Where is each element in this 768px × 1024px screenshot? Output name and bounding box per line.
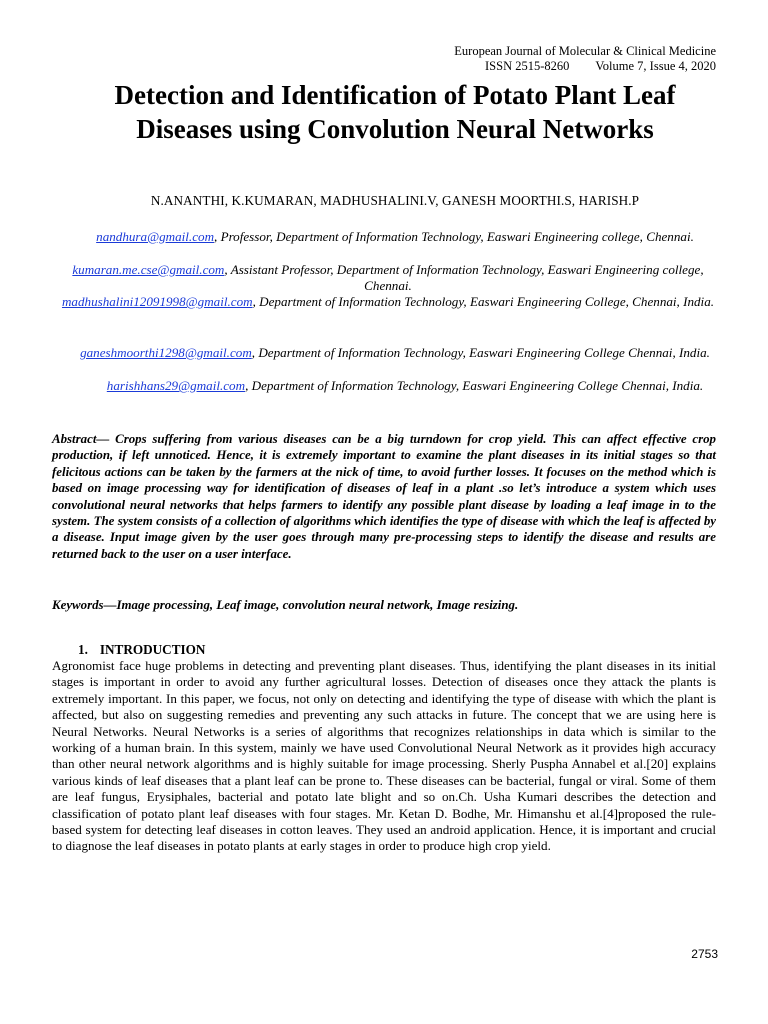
- email-link[interactable]: harishhans29@gmail.com: [106, 378, 246, 393]
- email-link[interactable]: ganeshmoorthi1298@gmail.com: [80, 345, 252, 360]
- author-list: N.ANANTHI, K.KUMARAN, MADHUSHALINI.V, GANESH MOORTHI.S, HARISH.P: [150, 193, 640, 208]
- affiliation-3: [60, 294, 716, 310]
- keywords: Keywords—Image processing, Leaf image, convolution neural network, Image resizing.: [52, 598, 519, 612]
- journal-header: [454, 44, 716, 74]
- affiliation-1: [50, 229, 740, 245]
- affiliation-2: [60, 262, 716, 293]
- affiliation-text: , Assistant Professor, Department of Information Technology, Easwari Engineering college, Chennai.: [224, 262, 704, 293]
- affiliation-5: [75, 378, 735, 394]
- affiliation-text: , Department of Information Technology, Easwari Engineering College Chennai, India.: [245, 378, 704, 393]
- paper-title: Detection and Identification of Potato Plant Leaf Diseases using Convolution Neural Networks: [114, 80, 676, 144]
- section-title: INTRODUCTION: [99, 642, 206, 657]
- affiliation-4: [50, 345, 740, 361]
- section-heading: [78, 642, 205, 658]
- affiliation-text: , Department of Information Technology, Easwari Engineering College Chennai, India.: [251, 345, 710, 360]
- abstract: Abstract— Crops suffering from various diseases can be a big turndown for crop yield. This can affect effective crop production, if left unnoticed. Hence, it is extremely important to examine the plant diseases in its initial stages so that felicitous actions can be taken by the farmers at the nick of time, to avoid further losses. It focuses on the method which is based on image processing way for identification of diseases of leaf in a plant .so let’s introduce a system which uses convolutional neural networks that helps farmers to identify any possible plant disease by loading a leaf image in to the system. The system consists of a collection of algorithms which identifies the type of disease with which the leaf is affected by a disease. Input image given by the user goes through many pre-processing steps to identify the disease and results are returned back to the user on a user interface.: [52, 432, 716, 561]
- section-number: 1.: [78, 642, 88, 657]
- issn: ISSN 2515-8260: [485, 59, 570, 73]
- email-link[interactable]: madhushalini12091998@gmail.com: [61, 294, 253, 309]
- journal-name: European Journal of Molecular & Clinical Medicine: [454, 44, 716, 58]
- affiliation-text: , Department of Information Technology, Easwari Engineering College, Chennai, India.: [252, 294, 715, 309]
- email-link[interactable]: kumaran.me.cse@gmail.com: [72, 262, 225, 277]
- page-number: 2753: [691, 947, 718, 961]
- introduction-paragraph: Agronomist face huge problems in detecting and preventing plant diseases. Thus, identifying the plant diseases in its initial stages is important in order to avoid any further agricultural losses. Detection of diseases once they attack the plants is extremely important. In this paper, we focus, not only on detecting and identifying the type of disease with which the plant is affected, but also on suggesting remedies and preventing any such attacks in future. The concept that we are using here is Neural Networks. Neural Networks is a series of algorithms that recognizes relationships in data which is similar to the working of a human brain. In this system, mainly we have used Convolutional Neural Network as it provides high accuracy than other neural network algorithms and is highly suitable for image processing. Sherly Puspha Annabel et al.[20] explains various kinds of leaf diseases that a plant leaf can be prone to. These diseases can be bacterial, fungal or viral. Some of them are leaf fungus, Erysiphales, bacterial and potato late blight and so on.Ch. Usha Kumari describes the detection and classification of potato plant leaf diseases with four stages. Mr. Ketan D. Bodhe, Mr. Himanshu et al.[4]proposed the rule-based system for detecting leaf diseases in cotton leaves. They used an android application. Hence, it is important and crucial to diagnose the leaf diseases in potato plants at early stages in order to produce high crop yield.: [52, 658, 716, 854]
- volume-issue: Volume 7, Issue 4, 2020: [595, 59, 716, 73]
- affiliation-text: , Professor, Department of Information Technology, Easwari Engineering college, Chennai.: [214, 229, 694, 244]
- email-link[interactable]: nandhura@gmail.com: [96, 229, 215, 244]
